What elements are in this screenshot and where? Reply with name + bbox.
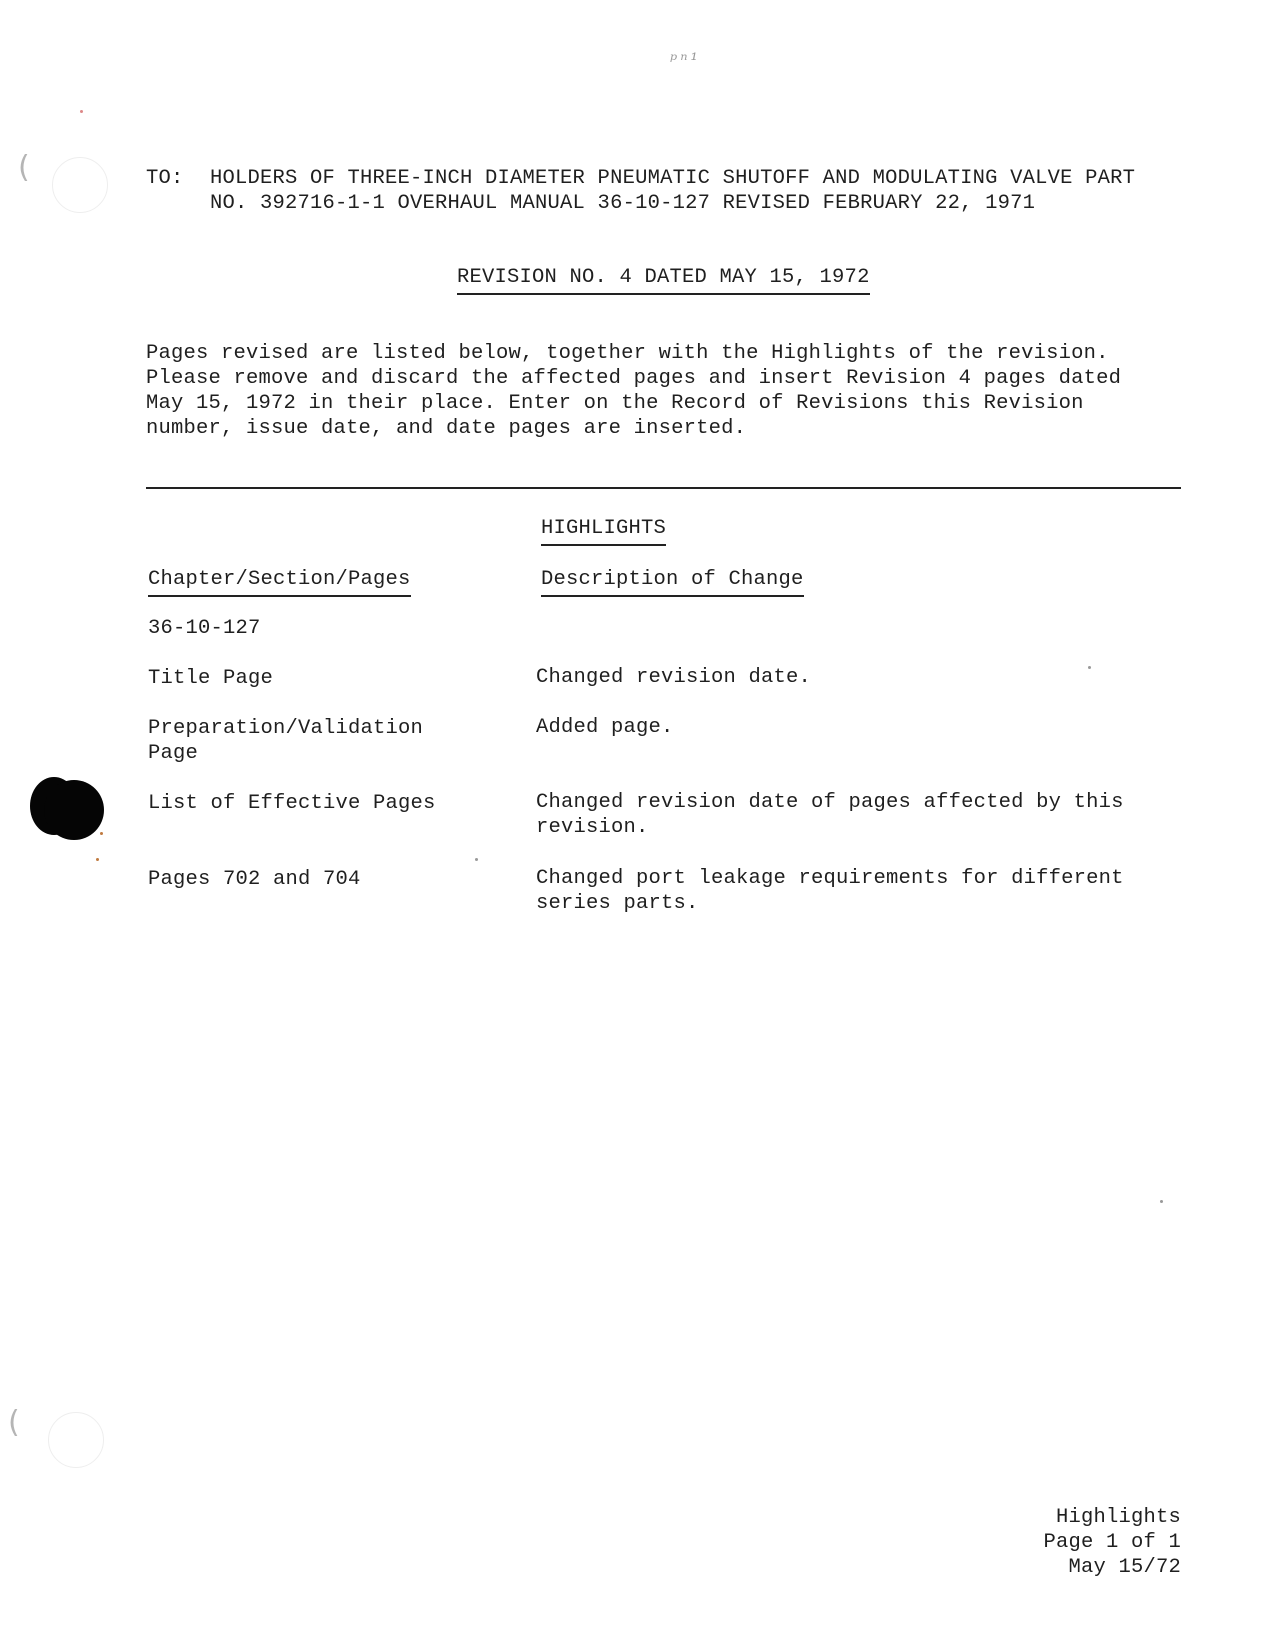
scan-speck [100,832,103,835]
row-title-page-left: Title Page [148,667,274,690]
scan-speck [475,858,478,861]
revision-heading: REVISION NO. 4 DATED MAY 15, 1972 [457,265,870,295]
binder-hole-top [52,157,108,213]
section-divider [146,487,1181,489]
edge-mark-bottom: ( [8,1405,20,1440]
binder-hole-bottom [48,1412,104,1468]
scan-speck [80,110,83,113]
row-prep-validation-left-1: Preparation/Validation [148,717,424,740]
intro-line-1: Pages revised are listed below, together with the Highlights of the revision. [146,342,1109,365]
column-header-chapter-section-pages: Chapter/Section/Pages [148,567,411,597]
edge-mark-top: ( [18,150,30,185]
row-effective-pages-right-1: Changed revision date of pages affected by this [536,791,1124,814]
scan-speck [1160,1200,1163,1203]
row-pages-702-704-right-2: series parts. [536,892,699,915]
row-prep-validation-left-2: Page [148,742,199,765]
row-effective-pages-left: List of Effective Pages [148,792,436,815]
intro-line-3: May 15, 1972 in their place. Enter on the Record of Revisions this Revision [146,392,1084,415]
section-number: 36-10-127 [148,617,261,640]
intro-line-2: Please remove and discard the affected pages and insert Revision 4 pages dated [146,367,1122,390]
row-pages-702-704-left: Pages 702 and 704 [148,868,361,891]
to-recipient-line-2: NO. 392716-1-1 OVERHAUL MANUAL 36-10-127 REVISED FEBRUARY 22, 1971 [210,192,1036,215]
column-header-description-of-change: Description of Change [541,567,804,597]
scan-speck [1088,666,1091,669]
footer-highlights: Highlights [1055,1506,1181,1529]
binder-hole-dark [44,780,104,840]
scan-speck [96,858,99,861]
handwritten-note: ᵖⁿ¹ [670,50,701,71]
row-prep-validation-right: Added page. [536,716,674,739]
row-effective-pages-right-2: revision. [536,816,649,839]
row-pages-702-704-right-1: Changed port leakage requirements for different [536,867,1124,890]
intro-line-4: number, issue date, and date pages are inserted. [146,417,747,440]
to-recipient-line-1: HOLDERS OF THREE-INCH DIAMETER PNEUMATIC SHUTOFF AND MODULATING VALVE PART [210,167,1136,190]
highlights-heading: HIGHLIGHTS [541,516,666,546]
footer-page-number: Page 1 of 1 [1043,1531,1181,1554]
to-label: TO: [146,167,184,190]
row-title-page-right: Changed revision date. [536,666,812,689]
footer-date: May 15/72 [1068,1556,1181,1579]
